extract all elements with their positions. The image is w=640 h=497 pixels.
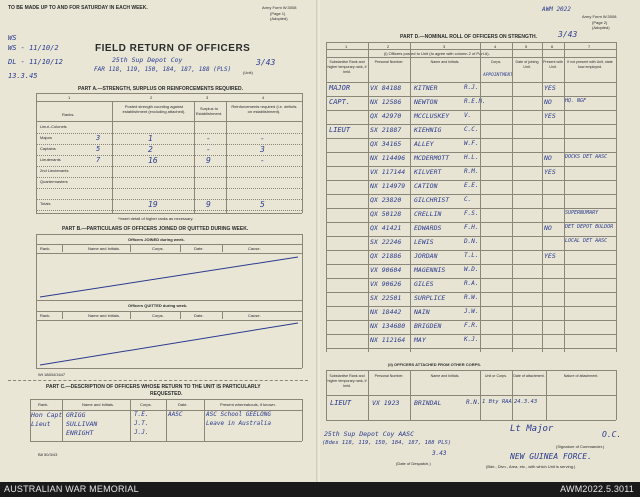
rank-label: Totals [40,201,51,206]
column-rule [542,42,543,352]
part-b-title: PART B.—PARTICULARS OF OFFICERS JOINED OR QUITTED DURING WEEK. [62,226,249,232]
column-rule [616,42,617,352]
column-rule [204,399,205,441]
roll-name: NAIN [414,308,430,316]
row-rule [326,264,616,265]
rank-label: Captains [40,146,56,151]
column-rule [222,244,223,252]
surplus-value: 9 [206,156,211,165]
roll-number: QX 41421 [370,224,402,232]
column-rule [62,244,63,252]
roll-number: VX 117144 [370,168,406,176]
roll-initials: R.W. [464,294,479,301]
column-header: Date of attachment. [513,374,545,378]
column-rule [368,370,369,420]
archive-id: AWM2022.5.3011 [560,484,634,494]
column-header: Corps. [140,402,152,407]
row-rule [326,166,616,167]
row-rule [326,152,616,153]
officer-whereabouts: Leave in Australia [206,420,272,427]
column-rule [62,399,63,441]
attached-date: 24.3.43 [514,399,538,405]
column-header: Substantive Rank and higher temporary rank, if held. [327,60,367,74]
column-rule [480,370,481,420]
officer-whereabouts: ASC School GEELONG [206,411,272,418]
column-header: Rank. [38,402,49,407]
column-rule [222,311,223,319]
roll-number: VX 84188 [370,84,402,92]
officer-name: GRIGG [66,411,86,419]
roll-name: CRELLIN [414,210,442,218]
roll-name: MCDERMOTT [414,154,450,162]
quitted-cancel-line [36,320,302,368]
column-rule [410,370,411,420]
roll-number: QX 34165 [370,140,402,148]
column-number: 2 [387,44,390,49]
roll-present: NO [544,98,552,106]
roll-name: NEWTON [414,98,438,106]
right-page [320,0,640,482]
rank-margin-count: 7 [96,156,101,164]
roll-present: NO [544,154,552,162]
roll-date: 3/43 [558,30,578,39]
surplus-header: Surplus to Establishment. [195,106,223,116]
roll-name: CATION [414,182,438,190]
roll-number: QX 50128 [370,210,402,218]
roll-number: SX 22501 [370,294,402,302]
attached-name: BRINDAL [414,399,442,407]
roll-present: NO [544,224,552,232]
roll-name: KILVERT [414,168,442,176]
margin-note-2: WS - 11/10/2 [8,44,59,52]
part-a-note: *Insert detail of higher ranks as necessary. [118,216,194,221]
row-rule [326,320,616,321]
row-rule [326,124,616,125]
column-rule [368,42,369,352]
officer-name: SULLIVAN [66,420,98,428]
form-code: Wt 18834/1647 [38,372,66,377]
quitted-title: Officers QUITTED during week. [128,303,188,308]
row-rule [326,306,616,307]
column-rule [62,311,63,319]
roll-name: KITNER [414,84,438,92]
roll-name: ALLEY [414,140,434,148]
roll-initials: F.S. [464,210,479,217]
column-rule [546,370,547,420]
column-header: Present with Unit. [543,60,563,69]
roll-employment: LOCAL DET AASC [565,238,608,244]
column-rule [512,370,513,420]
row-rule [326,194,616,195]
form-code-2: B8 50/3/43 [38,452,58,457]
roll-number: VX 90626 [370,280,402,288]
officer-initials: J.T. [134,420,149,427]
column-header: If not present with Unit, state how employed. [567,60,613,69]
unit-handwritten-1: 25th Sup Depot Coy [112,56,183,64]
roll-initials: R.M. [464,168,479,175]
column-header: Corps. [490,60,502,64]
roll-rank: LIEUT [329,126,351,134]
page-number-2: (Page 2) [592,20,608,25]
column-header: Cause. [248,313,261,318]
column-header: Present whereabouts, if known. [220,402,276,407]
rank-label: 2nd Lieutenants [40,168,69,173]
row-rule [326,110,616,111]
roll-initials: R.E.N. [464,98,486,105]
roll-initials: T.L. [464,252,479,259]
army-form-label-2: Army Form W.3008 [582,14,617,19]
left-page [0,0,318,482]
roll-name: MAY [414,336,426,344]
dispatch-label: (Date of Despatch.) [396,461,431,466]
top-stamp: AWM 2022 [542,6,571,13]
roll-present: YES [544,252,556,260]
commander-rank: O.C. [602,430,622,439]
roll-initials: F.R. [464,322,479,329]
column-number: 6 [551,44,554,49]
row-rule [326,208,616,209]
reinforcements-header: Reinforcements required (i.e. deficits on establishment). [231,104,297,114]
officer-rank: Lieut [31,420,51,428]
column-rule [480,42,481,352]
row-rule [326,180,616,181]
column-rule [326,370,327,420]
roll-initials: V. [464,112,472,119]
column-header: Date. [178,402,188,407]
column-header: Unit or Corps. [484,374,508,378]
roll-number: VX 90604 [370,266,402,274]
rank-label: Lieutenants [40,157,61,162]
commander-signature: Lt Major [510,424,554,434]
roll-name: BRIGDEN [414,322,442,330]
surplus-value: - [206,145,211,154]
roll-number: SX 22246 [370,238,402,246]
roll-initials: C. [464,196,472,203]
roll-rank: CAPT. [329,98,351,106]
posted-strength: 1 [148,134,153,143]
column-rule [410,42,411,352]
margin-note-4: 13.3.45 [8,72,38,80]
row-rule [36,188,302,189]
attached-initials: R.N. [466,399,481,406]
reinforcement-value: - [260,134,265,143]
roll-number: QX 21886 [370,252,402,260]
roll-employment: DET DEPOT BULDOR [565,224,614,230]
row-rule [326,96,616,97]
column-rule [130,244,131,252]
col-num: 1 [68,95,71,100]
row-rule [36,166,302,167]
roll-initials: R.J. [464,84,479,91]
roll-initials: J.W. [464,308,479,315]
rank-label: Lieut.-Colonels [40,124,67,129]
row-rule [326,236,616,237]
joined-cancel-line [36,253,302,299]
row-rule [36,210,302,211]
column-rule [616,370,617,420]
formation: NEW GUINEA FORCE. [510,452,592,461]
column-header: Date. [194,313,204,318]
roll-number: NX 114979 [370,182,406,190]
column-rule [166,399,167,441]
page-number: (Page 1) [270,11,286,16]
column-header: Name and Initials. [88,313,121,318]
adopted-label: (Adopted) [270,16,288,21]
roll-name: LEWIS [414,238,434,246]
margin-note-3: DL - 11/10/12 [8,58,63,66]
rank-margin-count: 5 [96,145,101,153]
posted-strength: 16 [148,156,158,165]
officer-name: ENRIGHT [66,429,94,437]
part-c-title-2: REQUESTED. [150,391,183,397]
roll-name: JORDAN [414,252,438,260]
col-num: 3 [206,95,209,100]
army-form-label: Army Form W.3008 [262,5,297,10]
column-header: Corps. [152,246,164,251]
column-header: Name and Initials. [430,374,460,378]
column-rule [180,244,181,252]
column-header: Rank. [40,246,51,251]
column-rule [180,311,181,319]
archive-footer [0,482,640,497]
row-rule [36,177,302,178]
column-header: Nature of attachment. [563,374,599,378]
attached-title: (ii) OFFICERS ATTACHED FROM OTHER CORPS. [388,362,482,367]
roll-number: NX 134680 [370,322,406,330]
officer-corps: AASC [168,411,183,418]
posted-strength: 19 [148,200,158,209]
row-rule [326,222,616,223]
margin-note-1: WS [8,34,17,42]
appointment-header: APPOINTMENT [483,73,513,78]
reinforcement-value: 3 [260,145,265,154]
roll-initials: F.H. [464,224,479,231]
column-header: Name and Initials. [88,246,121,251]
roll-number: SX 21887 [370,126,402,134]
roll-number: NX 112164 [370,336,406,344]
part-c-title-1: PART C.—DESCRIPTION OF OFFICERS WHOSE RETURN TO THE UNIT IS PARTICULARLY [46,384,261,390]
col-num: 4 [262,95,265,100]
roll-number: NX 12586 [370,98,402,106]
row-rule [326,348,616,349]
column-header: Corps. [152,313,164,318]
roll-initials: R.A. [464,280,479,287]
roll-name: MAGENNIS [414,266,446,274]
joined-title: Officers JOINED during week. [128,237,185,242]
column-number: 4 [494,44,497,49]
column-header: Date. [194,246,204,251]
column-header: Name and Initials. [82,402,115,407]
unit-footer-2: (Bdes 118, 119, 150, 184, 187, 188 PLS) [322,440,452,446]
attached-number: VX 1923 [372,399,400,407]
roll-initials: D.N. [464,238,479,245]
roll-number: QX 42970 [370,112,402,120]
column-number: 5 [525,44,528,49]
col-num: 2 [150,95,153,100]
roll-present: YES [544,112,556,120]
officer-rank: Hon Capt [31,411,63,419]
column-header: Substantive Rank and higher temporary rank, if held. [327,374,367,388]
top-note: TO BE MADE UP TO AND FOR SATURDAY IN EACH WEEK. [8,5,148,11]
rank-label: Majors [40,135,53,140]
roll-name: KIEHNIG [414,126,442,134]
row-rule [326,278,616,279]
attached-corps: 1 Bty RAA [482,399,512,405]
reinforcement-value: - [260,156,265,165]
roll-rank: MAJOR [329,84,351,92]
roll-employment: SUPERNUMARY [565,210,599,216]
unit-handwritten-2: FAR 118, 119, 150, 184, 187, 188 (PLS) [94,66,232,73]
roll-initials: H.L. [464,154,479,161]
roll-employment: HQ. NGF [565,98,587,104]
column-number: 3 [443,44,446,49]
row-rule [326,334,616,335]
roll-name: MCCLUSKEY [414,112,450,120]
rank-margin-count: 3 [96,134,101,142]
unit-footer-1: 25th Sup Depot Coy AASC [324,430,415,438]
officer-initials: T.E. [134,411,149,418]
roll-number: NX 18442 [370,308,402,316]
signature-label: (Signature of Commander.) [556,444,605,449]
adopted-label-2: (Adopted) [592,25,610,30]
column-header: Date of joining Unit. [515,60,539,69]
roll-present: YES [544,84,556,92]
dispatch-date: 3.43 [432,450,447,457]
column-rule [512,42,513,352]
roll-employment: DOCKS DET AASC [565,154,608,160]
officer-initials: J.J. [134,429,149,436]
roll-name: GILCHRIST [414,196,450,204]
unit-label: (Unit) [243,70,253,75]
row-rule [326,292,616,293]
rank-label: Quartermasters [40,179,68,184]
posted-header: Posted strength counting against establishment (excluding attached). [122,104,186,114]
row-rule [326,250,616,251]
roll-name: SURPLICE [414,294,446,302]
roll-present: YES [544,168,556,176]
surplus-value: 9 [206,200,211,209]
return-date: 3/43 [256,58,276,67]
column-header: Personal Number. [374,60,404,64]
formation-label: (Bde., Divn., Area, etc., with which Unit is serving.) [486,464,576,469]
roll-initials: K.J. [464,336,479,343]
column-header: Rank. [40,313,51,318]
roll-initials: W.F. [464,140,479,147]
column-rule [564,42,565,352]
roll-number: NX 114496 [370,154,406,162]
roll-initials: W.D. [464,266,479,273]
part-d-subtitle: (i) Officers posted to Unit (to agree with column 2 of Part A). [384,51,490,56]
part-a-title: PART A.—STRENGTH, SURPLUS OR REINFORCEMENTS REQUIRED. [78,86,244,92]
reinforcement-value: 5 [260,200,265,209]
archive-name: AUSTRALIAN WAR MEMORIAL [4,484,139,494]
column-rule [130,399,131,441]
part-d-title: PART D.—NOMINAL ROLL OF OFFICERS ON STRENGTH. [400,34,537,40]
column-header: Cause. [248,246,261,251]
attached-rank: LIEUT [330,399,352,407]
roll-initials: C.C. [464,126,479,133]
roll-name: GILES [414,280,434,288]
posted-strength: 2 [148,145,153,154]
roll-number: QX 23820 [370,196,402,204]
column-header: Personal Number. [374,374,404,378]
ranks-header: Ranks. [62,112,75,117]
column-header: Name and Initials. [430,60,460,64]
surplus-value: - [206,134,211,143]
row-rule [326,138,616,139]
roll-name: EDWARDS [414,224,442,232]
form-title: FIELD RETURN OF OFFICERS [95,43,251,54]
roll-initials: E.E. [464,182,479,189]
column-number: 1 [345,44,348,49]
column-number: 7 [588,44,591,49]
column-rule [130,311,131,319]
column-rule [326,42,327,352]
